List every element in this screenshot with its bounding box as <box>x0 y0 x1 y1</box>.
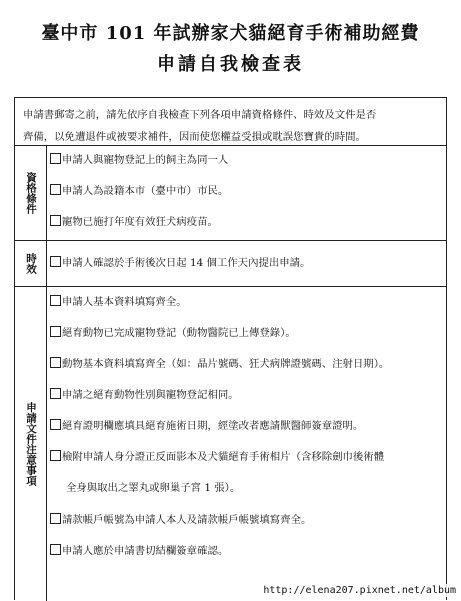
checklist-item-text: 請款帳戶帳號為申請人本人及請款帳戶帳號填寫齊全。 <box>62 514 312 526</box>
checklist-item-text: 申請人與寵物登記上的飼主為同一人 <box>62 154 229 166</box>
section-label <box>15 241 47 286</box>
section-label-text: 時效 <box>25 253 37 274</box>
checkbox[interactable] <box>50 295 61 306</box>
checkbox[interactable] <box>50 326 61 337</box>
page-subtitle: 申請自我檢查表 <box>157 54 304 75</box>
checkbox[interactable] <box>50 153 61 164</box>
checklist-item[interactable] <box>50 419 444 434</box>
checklist-item[interactable] <box>50 513 444 528</box>
checklist-form <box>14 97 447 600</box>
checkbox[interactable] <box>50 513 61 524</box>
checkbox[interactable] <box>50 450 61 461</box>
section-eligibility <box>15 146 446 241</box>
checklist-item-text: 寵物已施打年度有效狂犬病疫苗。 <box>62 216 218 228</box>
checkbox[interactable] <box>50 357 61 368</box>
checklist-item-continuation: 全身與取出之睪丸或卵巢子宮 1 張）。 <box>66 482 241 494</box>
checkbox[interactable] <box>50 388 61 399</box>
section-label <box>15 287 47 601</box>
page-title: 臺中市 101 年試辦家犬貓絕育手術補助經費 <box>41 23 420 44</box>
checkbox[interactable] <box>50 215 61 226</box>
checklist-item[interactable] <box>50 184 444 199</box>
checkbox[interactable] <box>50 544 61 555</box>
checklist-item-text: 申請人為設籍本市（臺中市）市民。 <box>62 185 229 197</box>
checklist-item-text: 申請人基本資料填寫齊全。 <box>62 296 187 308</box>
section-label-text: 申請文件注意事項 <box>25 402 37 486</box>
checkbox[interactable] <box>50 256 61 267</box>
checklist-item[interactable] <box>50 295 444 310</box>
checklist-item-text: 絕育證明欄應填具絕育施術日期，經塗改者應請獸醫師簽章證明。 <box>62 420 364 432</box>
section-label <box>15 146 47 240</box>
intro-line: 申請書郵寄之前，請先依序自我檢查下列各項申請資格條件、時效及文件是否 <box>23 109 377 121</box>
checklist-item-text: 申請人應於申請書切結欄簽章確認。 <box>62 545 229 557</box>
checkbox[interactable] <box>50 184 61 195</box>
checklist-item[interactable] <box>50 326 444 341</box>
checklist-item-text: 動物基本資料填寫齊全（如：晶片號碼、狂犬病牌證號碼、注射日期）。 <box>62 358 390 370</box>
watermark-url: http://elena207.pixnet.net/album <box>263 585 456 596</box>
checklist-item[interactable] <box>50 215 444 230</box>
checklist-item-text: 申請之絕育動物性別與寵物登記相同。 <box>62 389 239 401</box>
checklist-item[interactable] <box>50 357 444 372</box>
checklist-item[interactable] <box>50 256 444 271</box>
intro-line: 齊備，以免遭退件或被要求補件，因而使您權益受損或耽誤您寶貴的時間。 <box>23 131 366 143</box>
section-documents <box>15 287 446 601</box>
checklist-item[interactable] <box>50 153 444 168</box>
section-deadline <box>15 241 446 287</box>
section-label-text: 資格條件 <box>25 172 37 214</box>
checklist-item-text: 絕育動物已完成寵物登記（動物醫院已上傳登錄）。 <box>62 327 296 339</box>
checklist-item-text: 檢附申請人身分證正反面影本及犬貓絕育手術相片（含移除劍巾後術體 <box>62 451 385 463</box>
checklist-item-text: 申請人確認於手術後次日起 14 個工作天內提出申請。 <box>62 257 311 269</box>
intro-paragraph <box>15 98 446 146</box>
checklist-item[interactable] <box>50 450 444 465</box>
checklist-item[interactable] <box>50 388 444 403</box>
checkbox[interactable] <box>50 419 61 430</box>
checklist-item[interactable] <box>50 544 444 559</box>
